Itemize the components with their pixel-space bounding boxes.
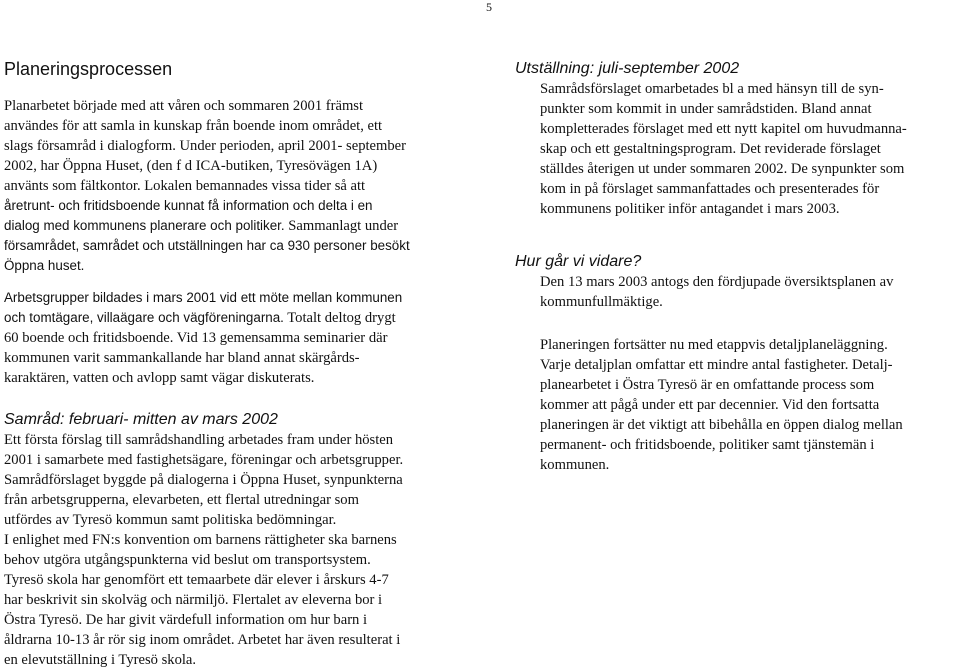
text-line: kom in på förslaget sammanfattades och presenterades för (540, 181, 880, 197)
text-line: kommunfullmäktige. (540, 294, 663, 310)
text-line: kommunen varit sammankallande har bland annat skärgårds- (4, 350, 360, 366)
text-line: Tyresö skola har genomfört ett temaarbete där elever i årskurs 4-7 (4, 572, 389, 588)
text-line: kommunens politiker inför antagandet i mars 2003. (540, 201, 840, 217)
text-line: kompletterades förslaget med ett nytt kapitel om huvudmanna- (540, 121, 907, 137)
text-line: ställdes återigen ut under sommaren 2002. De synpunkter som (540, 161, 905, 177)
text-line-mixed (4, 176, 466, 196)
text-line: församrådet, samrådet och utställningen har ca 930 personer besökt (4, 238, 410, 253)
text-line: I enlighet med FN:s konvention om barnens rättigheter ska barnens (4, 532, 397, 548)
text-line-mixed (4, 216, 466, 236)
text-span: dialog med kommunens planerare och politiker. (4, 218, 285, 233)
text-line: 2001 i samarbete med fastighetsägare, föreningar och arbetsgrupper. (4, 452, 404, 468)
text-span: Lokalen bemannades vissa tider så att (140, 178, 366, 194)
text-line-mixed (4, 328, 466, 348)
text-line: behov utgöra utgångspunkterna vid beslut om transportsystem. (4, 552, 371, 568)
text-line: permanent- och fritidsboende, politiker samt tjänstemän i (540, 437, 875, 453)
text-line: planeringen är det viktigt att bibehålla en öppen dialog mellan (540, 417, 903, 433)
text-line: Ett första förslag till samrådshandling arbetades fram under hösten (4, 432, 394, 448)
right-column (515, 58, 955, 475)
text-line: åldrarna 10-13 år rör sig inom området. Arbetet har även resulterat i (4, 632, 401, 648)
text-line: från arbetsgrupperna, elevarbeten, ett flertal utredningar som (4, 492, 359, 508)
text-line: användes för att samla in kunskap från boende inom området, ett (4, 118, 383, 134)
text-line: punkter som kommit in under samrådstiden. Bland annat (540, 101, 872, 117)
text-span: 60 boende och fritidsboende. (4, 330, 174, 346)
section-heading-samrad: Samråd: februari- mitten av mars 2002 (4, 411, 278, 428)
section-heading-hur-gar-vi-vidare: Hur går vi vidare? (515, 253, 642, 270)
text-line: kommer att pågå under ett par decennier. Vid den fortsatta (540, 397, 880, 413)
text-line: åretrunt- och fritidsboende kunnat få information och delta i en (4, 198, 373, 213)
text-line: har beskrivit sin skolväg och närmiljö. Flertalet av eleverna bor i (4, 592, 383, 608)
text-line: Öppna huset. (4, 258, 85, 273)
text-line: skap och ett gestaltningsprogram. Det reviderade förslaget (540, 141, 881, 157)
text-line: Varje detaljplan omfattar ett mindre antal fastigheter. Detalj- (540, 357, 893, 373)
text-line: karaktären, vatten och avlopp samt vägar diskuterats. (4, 370, 315, 386)
text-span: Totalt deltog drygt (283, 310, 396, 326)
text-span: Vid 13 gemensamma seminarier där (173, 330, 388, 346)
text-line: utfördes av Tyresö kommun samt politiska bedömningar. (4, 512, 337, 528)
intro-paragraph (4, 96, 466, 276)
text-line: kommunen. (540, 457, 610, 473)
text-line: Samrådsförslaget omarbetades bl a med hänsyn till de syn- (540, 81, 884, 97)
section-heading-utstallning: Utställning: juli-september 2002 (515, 60, 740, 77)
workgroups-paragraph (4, 288, 466, 388)
text-line: Arbetsgrupper bildades i mars 2001 vid ett möte mellan kommunen (4, 290, 403, 305)
text-span: Sammanlagt under (284, 218, 399, 234)
text-line: Den 13 mars 2003 antogs den fördjupade översiktsplanen av (540, 274, 894, 290)
text-line: planearbetet i Östra Tyresö är en omfattande process som (540, 377, 875, 393)
text-line: Planarbetet började med att våren och sommaren 2001 främst (4, 98, 364, 114)
text-span: och tomtägare, villaägare och vägföreningarna. (4, 310, 284, 325)
text-line: Östra Tyresö. De har givit värdefull information om hur barn i (4, 612, 368, 628)
text-line: Planeringen fortsätter nu med etappvis detaljplaneläggning. (540, 337, 888, 353)
text-line: Samrådförslaget byggde på dialogerna i Öppna Huset, synpunkterna (4, 472, 403, 488)
vidare-paragraph-1 (515, 272, 955, 312)
text-line: slags församråd i dialogform. Under perioden, april 2001- september (4, 138, 407, 154)
vidare-paragraph-2 (515, 335, 955, 475)
page-number: 5 (486, 0, 492, 14)
text-line-mixed (4, 308, 466, 328)
left-column (4, 58, 466, 670)
text-span: använts som fältkontor. (4, 178, 141, 194)
section-title-planeringsprocessen: Planeringsprocessen (4, 59, 173, 79)
samrad-paragraph (4, 430, 466, 670)
text-line: en elevutställning i Tyresö skola. (4, 652, 197, 668)
text-line: 2002, har Öppna Huset, (den f d ICA-butiken, Tyresövägen 1A) (4, 158, 378, 174)
utstallning-paragraph (515, 79, 955, 219)
